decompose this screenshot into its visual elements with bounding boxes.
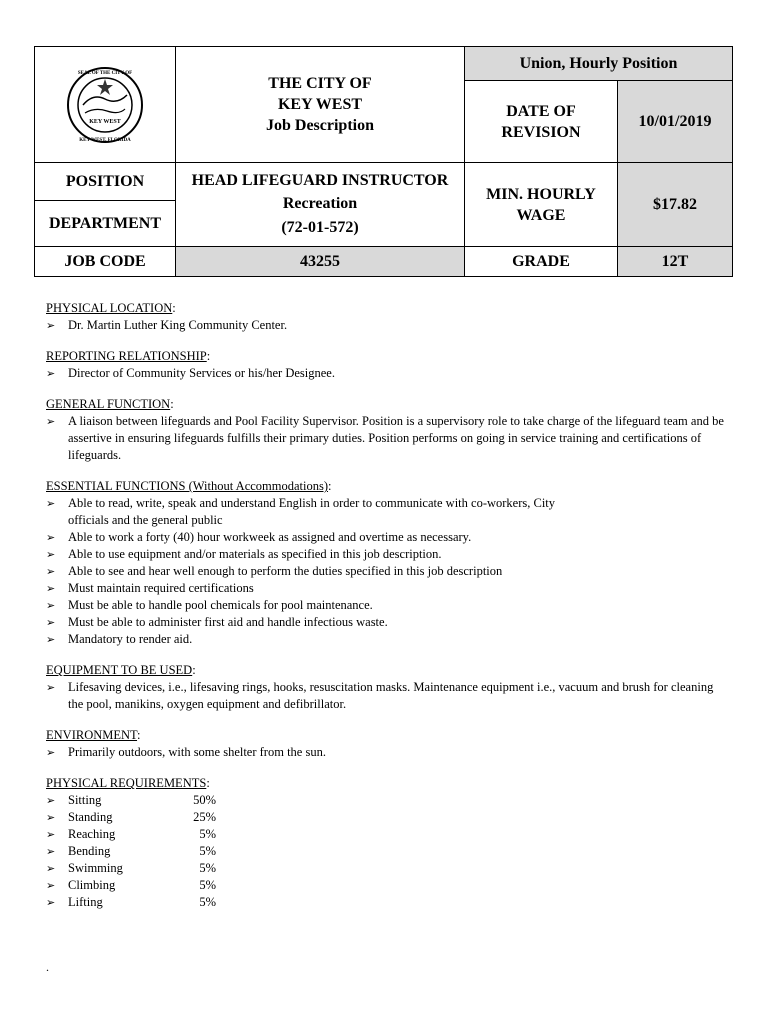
bullet-list — [46, 495, 726, 648]
arrow-bullet-icon: ➢ — [46, 896, 56, 909]
svg-text:KEY WEST: KEY WEST — [89, 118, 121, 125]
date-label-line2: REVISION — [501, 123, 581, 141]
section-title: GENERAL FUNCTION — [46, 397, 171, 411]
city-line2: KEY WEST — [277, 96, 363, 113]
section-title: PHYSICAL REQUIREMENTS — [46, 776, 207, 790]
bullet-list — [46, 679, 726, 713]
section-title: EQUIPMENT TO BE USED — [46, 663, 193, 677]
list-item: ➢ Mandatory to render aid. — [46, 632, 193, 646]
arrow-bullet-icon: ➢ — [46, 794, 56, 807]
position-value: HEAD LIFEGUARD INSTRUCTOR — [191, 171, 449, 189]
footer-mark: . — [46, 960, 49, 974]
arrow-bullet-icon: ➢ — [46, 845, 56, 858]
list-item: ➢ Able to use equipment and/or materials as specified in this job description. — [46, 547, 442, 561]
arrow-bullet-icon: ➢ — [46, 862, 56, 875]
arrow-bullet-icon: ➢ — [46, 548, 56, 561]
list-item: ➢ Lifesaving devices, i.e., lifesaving rings, hooks, resuscitation masks. Maintenance equipment i.e., vacuum and brush for cleaning the pool, manikins, oxygen equipment and defibrillator. — [46, 680, 714, 711]
list-item: ➢ Director of Community Services or his/her Designee. — [46, 366, 335, 380]
jobcode-value: 43255 — [176, 247, 465, 277]
bullet-list — [46, 413, 726, 464]
list-item: ➢ Must be able to handle pool chemicals for pool maintenance. — [46, 598, 373, 612]
date-value: 10/01/2019 — [618, 81, 733, 163]
list-item: ➢ Lifting 5% — [46, 895, 216, 909]
city-seal-icon — [65, 65, 145, 145]
job-description-body — [46, 300, 726, 925]
list-item: ➢ Climbing 5% — [46, 878, 216, 892]
bullet-list — [46, 317, 726, 334]
arrow-bullet-icon: ➢ — [46, 616, 56, 629]
arrow-bullet-icon: ➢ — [46, 828, 56, 841]
section-title: REPORTING RELATIONSHIP — [46, 349, 207, 363]
section-physical-requirements: PHYSICAL REQUIREMENTS: ➢ Sitting 50% ➢ Standing 25% ➢ Reaching 5% ➢ Bending 5% ➢ Swimming 5% ➢ Climbing 5% ➢ Lifting 5% — [46, 775, 726, 911]
section-essential-functions: ESSENTIAL FUNCTIONS (Without Accommodations): ➢ Able to read, write, speak and understand English in order to communicate with co-workers, City officials and the general public ➢ Able to work a forty (40) hour workweek as assigned and overtime as necessary. ➢ Able to use equipment and/or materials as specified in this job description. ➢ Able to see and hear well enough to perform the duties specified in this job description ➢ Must maintain required certifications ➢ Must be able to handle pool chemicals for pool maintenance. ➢ Must be able to administer first aid and handle infectious waste. ➢ Mandatory to render aid. — [46, 478, 726, 648]
date-label-line1: DATE OF — [506, 102, 576, 120]
arrow-bullet-icon: ➢ — [46, 497, 56, 510]
grade-label: GRADE — [465, 247, 618, 277]
list-item: ➢ Primarily outdoors, with some shelter from the sun. — [46, 745, 326, 759]
svg-text:SEAL OF THE CITY OF: SEAL OF THE CITY OF — [77, 70, 133, 76]
section-physical-location: PHYSICAL LOCATION: ➢ Dr. Martin Luther King Community Center. — [46, 300, 726, 334]
list-item: ➢ Sitting 50% — [46, 793, 216, 807]
arrow-bullet-icon: ➢ — [46, 681, 56, 694]
bullet-list — [46, 744, 726, 761]
requirements-list — [46, 792, 726, 911]
arrow-bullet-icon: ➢ — [46, 582, 56, 595]
list-item: ➢ Able to see and hear well enough to perform the duties specified in this job description — [46, 564, 503, 578]
department-value: Recreation — [282, 194, 358, 212]
section-general-function: GENERAL FUNCTION: ➢ A liaison between lifeguards and Pool Facility Supervisor. Position is a supervisory role to take charge of the lifeguard team and be assertive in ensuring lifeguards fulfills their primary duties. Position performs on going in service training and certifications of lifeguards. — [46, 396, 726, 464]
list-item: ➢ A liaison between lifeguards and Pool Facility Supervisor. Position is a supervisory role to take charge of the lifeguard team and be assertive in ensuring lifeguards fulfills their primary duties. Position performs on going in service training and certifications of lifeguards. — [46, 414, 724, 462]
city-title-cell — [176, 47, 465, 163]
position-cell — [176, 163, 465, 247]
list-item: ➢ Able to work a forty (40) hour workweek as assigned and overtime as necessary. — [46, 530, 472, 544]
list-item: ➢ Must maintain required certifications — [46, 581, 254, 595]
section-title: PHYSICAL LOCATION — [46, 301, 173, 315]
jobcode-label: JOB CODE — [35, 247, 176, 277]
arrow-bullet-icon: ➢ — [46, 367, 56, 380]
arrow-bullet-icon: ➢ — [46, 319, 56, 332]
section-environment: ENVIRONMENT: ➢ Primarily outdoors, with some shelter from the sun. — [46, 727, 726, 761]
arrow-bullet-icon: ➢ — [46, 415, 56, 428]
department-code: (72-01-572) — [281, 218, 359, 236]
wage-label-line2: WAGE — [516, 206, 566, 224]
section-reporting: REPORTING RELATIONSHIP: ➢ Director of Community Services or his/her Designee. — [46, 348, 726, 382]
job-header-table — [34, 46, 733, 277]
union-label: Union, Hourly Position — [465, 47, 733, 81]
list-item: ➢ Swimming 5% — [46, 861, 216, 875]
list-item: ➢ Dr. Martin Luther King Community Center. — [46, 318, 288, 332]
list-item: ➢ Reaching 5% — [46, 827, 216, 841]
city-line1: THE CITY OF — [268, 75, 372, 92]
arrow-bullet-icon: ➢ — [46, 531, 56, 544]
section-title: ENVIRONMENT — [46, 728, 138, 742]
list-item: ➢ Standing 25% — [46, 810, 216, 824]
arrow-bullet-icon: ➢ — [46, 811, 56, 824]
list-item: ➢ Bending 5% — [46, 844, 216, 858]
department-label: DEPARTMENT — [35, 201, 176, 247]
list-item: ➢ Able to read, write, speak and understand English in order to communicate with co-workers, City officials and the general public — [46, 496, 556, 527]
date-label-cell — [465, 81, 618, 163]
position-label: POSITION — [35, 163, 176, 201]
section-title: ESSENTIAL FUNCTIONS (Without Accommodations) — [46, 479, 329, 493]
grade-value: 12T — [618, 247, 733, 277]
arrow-bullet-icon: ➢ — [46, 746, 56, 759]
arrow-bullet-icon: ➢ — [46, 565, 56, 578]
arrow-bullet-icon: ➢ — [46, 879, 56, 892]
wage-value: $17.82 — [618, 163, 733, 247]
doc-type: Job Description — [266, 117, 374, 134]
list-item: ➢ Must be able to administer first aid and handle infectious waste. — [46, 615, 388, 629]
arrow-bullet-icon: ➢ — [46, 599, 56, 612]
bullet-list — [46, 365, 726, 382]
wage-label-line1: MIN. HOURLY — [486, 185, 596, 203]
section-equipment: EQUIPMENT TO BE USED: ➢ Lifesaving devices, i.e., lifesaving rings, hooks, resuscitation masks. Maintenance equipment i.e., vacuum and brush for cleaning the pool, manikins, oxygen equipment and defibrillator. — [46, 662, 726, 713]
wage-label-cell — [465, 163, 618, 247]
arrow-bullet-icon: ➢ — [46, 633, 56, 646]
svg-text:KEY WEST, FLORIDA: KEY WEST, FLORIDA — [79, 137, 131, 143]
seal-cell — [35, 47, 176, 163]
